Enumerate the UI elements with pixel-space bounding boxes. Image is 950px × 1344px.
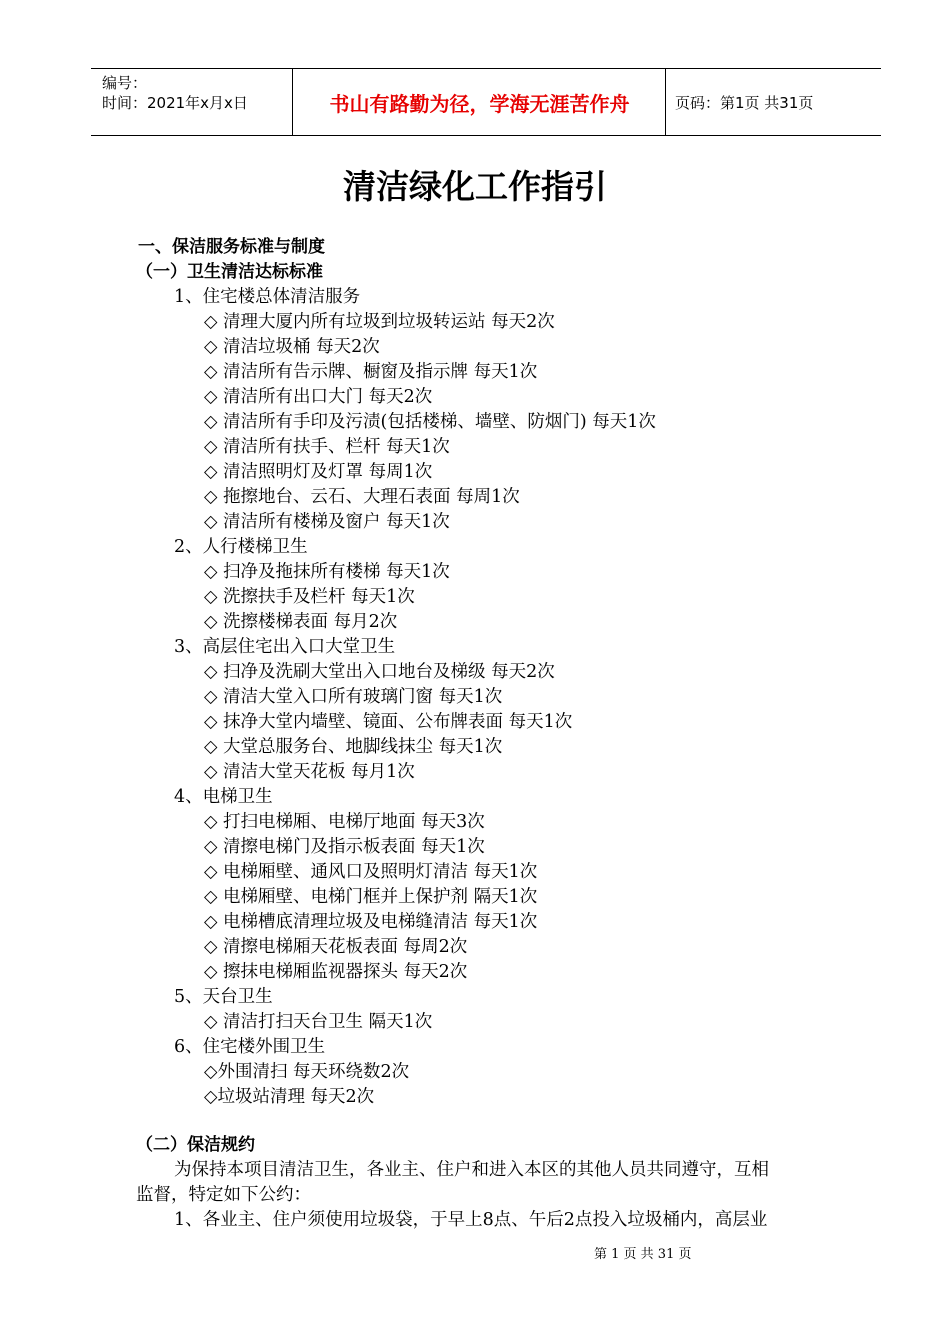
group-heading: 3、高层住宅出入口大堂卫生 <box>174 637 396 657</box>
header-time: 时间：2021年x月x日 <box>102 94 248 112</box>
list-item: ◇ 清洁打扫天台卫生 隔天1次 <box>204 1012 433 1032</box>
list-item: ◇ 清洁大堂天花板 每月1次 <box>204 762 415 782</box>
subsection-heading: （二）保洁规约 <box>136 1135 255 1155</box>
paragraph-line: 为保持本项目清洁卫生，各业主、住户和进入本区的其他人员共同遵守，互相 <box>174 1160 769 1180</box>
list-item: ◇ 清洁所有扶手、栏杆 每天1次 <box>204 437 450 457</box>
list-item: ◇ 电梯槽底清理垃圾及电梯缝清洁 每天1次 <box>204 912 538 932</box>
list-item: ◇ 清理大厦内所有垃圾到垃圾转运站 每天2次 <box>204 312 555 332</box>
group-heading: 6、住宅楼外围卫生 <box>174 1037 326 1057</box>
paragraph-line: 1、各业主、住户须使用垃圾袋，于早上8点、午后2点投入垃圾桶内，高层业 <box>174 1210 768 1230</box>
group-heading: 2、人行楼梯卫生 <box>174 537 308 557</box>
list-item: ◇ 大堂总服务台、地脚线抹尘 每天1次 <box>204 737 503 757</box>
header-motto: 书山有路勤为径，学海无涯苦作舟 <box>329 92 630 116</box>
footer-page-number: 第 1 页 共 31 页 <box>594 1247 692 1262</box>
header-meta <box>102 73 248 113</box>
subsection-heading: （一）卫生清洁达标标准 <box>136 262 323 282</box>
list-item: ◇ 扫净及拖抹所有楼梯 每天1次 <box>204 562 450 582</box>
list-item: ◇ 清洁垃圾桶 每天2次 <box>204 337 380 357</box>
paragraph-line: 监督，特定如下公约： <box>136 1185 311 1205</box>
list-item: ◇外围清扫 每天环绕数2次 <box>204 1062 410 1082</box>
list-item: ◇ 清洁所有楼梯及窗户 每天1次 <box>204 512 450 532</box>
group-heading: 4、电梯卫生 <box>174 787 273 807</box>
list-item: ◇ 洗擦扶手及栏杆 每天1次 <box>204 587 415 607</box>
list-item: ◇ 清洁照明灯及灯罩 每周1次 <box>204 462 433 482</box>
list-item: ◇垃圾站清理 每天2次 <box>204 1087 375 1107</box>
list-item: ◇ 擦抹电梯厢监视器探头 每天2次 <box>204 962 468 982</box>
list-item: ◇ 打扫电梯厢、电梯厅地面 每天3次 <box>204 812 485 832</box>
page-header <box>91 68 881 136</box>
list-item: ◇ 洗擦楼梯表面 每月2次 <box>204 612 398 632</box>
list-item: ◇ 清洁所有手印及污渍(包括楼梯、墙壁、防烟门) 每天1次 <box>204 412 656 432</box>
section-heading: 一、保洁服务标准与制度 <box>138 237 325 257</box>
list-item: ◇ 电梯厢壁、通风口及照明灯清洁 每天1次 <box>204 862 538 882</box>
list-item: ◇ 抹净大堂内墙壁、镜面、公布牌表面 每天1次 <box>204 712 573 732</box>
header-number: 编号： <box>102 74 148 92</box>
document-title: 清洁绿化工作指引 <box>343 167 607 206</box>
list-item: ◇ 清擦电梯门及指示板表面 每天1次 <box>204 837 485 857</box>
list-item: ◇ 扫净及洗刷大堂出入口地台及梯级 每天2次 <box>204 662 555 682</box>
list-item: ◇ 清洁所有告示牌、橱窗及指示牌 每天1次 <box>204 362 538 382</box>
header-page-number: 页码：第1页 共31页 <box>675 94 814 112</box>
list-item: ◇ 清擦电梯厢天花板表面 每周2次 <box>204 937 468 957</box>
list-item: ◇ 拖擦地台、云石、大理石表面 每周1次 <box>204 487 520 507</box>
group-heading: 1、住宅楼总体清洁服务 <box>174 287 361 307</box>
list-item: ◇ 清洁大堂入口所有玻璃门窗 每天1次 <box>204 687 503 707</box>
group-heading: 5、天台卫生 <box>174 987 273 1007</box>
list-item: ◇ 清洁所有出口大门 每天2次 <box>204 387 433 407</box>
list-item: ◇ 电梯厢壁、电梯门框并上保护剂 隔天1次 <box>204 887 538 907</box>
